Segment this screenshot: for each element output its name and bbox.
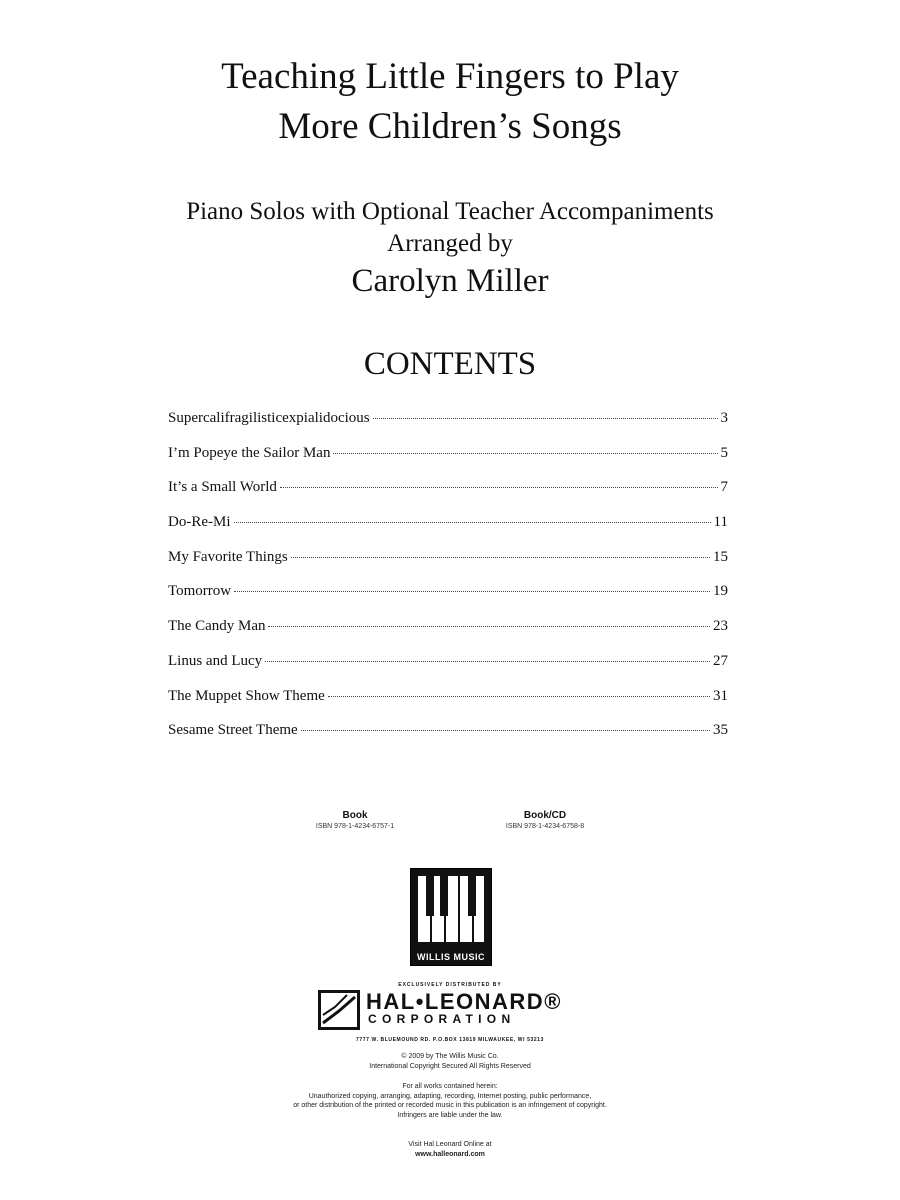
toc-row[interactable] — [168, 618, 728, 653]
toc-row[interactable] — [168, 410, 728, 445]
copyright-line: International Copyright Secured All Rights Reserved — [369, 1062, 531, 1070]
toc-title: Linus and Lucy — [168, 652, 263, 669]
toc-row[interactable] — [168, 479, 728, 514]
toc-page-number: 19 — [713, 583, 728, 600]
subtitle-block — [0, 196, 900, 302]
legal-line: Infringers are liable under the law. — [397, 1111, 503, 1119]
toc-title: Supercalifragilisticexpialidocious — [168, 410, 370, 426]
toc-page-number: 5 — [720, 444, 728, 461]
toc-page-number: 35 — [713, 722, 728, 739]
copyright-notice — [150, 1052, 750, 1071]
hal-leonard-logo — [318, 990, 582, 1034]
hal-leonard-address: 7777 W. BLUEMOUND RD. P.O.BOX 13819 MILWAUKEE, WI 53213 — [356, 1037, 544, 1043]
copyright-line: © 2009 by The Willis Music Co. — [401, 1053, 499, 1060]
toc-leader-dots — [280, 487, 718, 488]
book-title-line-2: More Children’s Songs — [278, 106, 622, 147]
hal-leonard-emblem-icon — [318, 990, 360, 1030]
legal-notice — [150, 1082, 750, 1120]
contents-heading: CONTENTS — [363, 346, 537, 382]
piano-keys-icon — [416, 874, 486, 944]
toc-leader-dots — [333, 453, 717, 454]
hal-leonard-corporation: CORPORATION — [368, 1012, 516, 1026]
toc-row[interactable] — [168, 514, 728, 549]
toc-page-number: 11 — [713, 514, 728, 531]
toc-title: My Favorite Things — [168, 548, 288, 565]
subtitle: Piano Solos with Optional Teacher Accompaniments — [186, 198, 714, 225]
toc-leader-dots — [328, 696, 710, 697]
toc-row[interactable] — [168, 722, 728, 757]
toc-page-number: 3 — [720, 410, 728, 426]
visit-online — [150, 1140, 750, 1159]
isbn-bookcd-number: ISBN 978-1-4234-6758-8 — [505, 823, 585, 830]
toc-page-number: 31 — [713, 687, 728, 704]
arranged-by-label: Arranged by — [387, 230, 513, 257]
toc-title: I’m Popeye the Sailor Man — [168, 444, 331, 461]
legal-line: For all works contained herein: — [402, 1083, 498, 1090]
toc-leader-dots — [234, 522, 711, 523]
toc-leader-dots — [234, 591, 710, 592]
toc-title: Sesame Street Theme — [168, 722, 298, 739]
hal-leonard-name: HAL•LEONARD® — [366, 989, 562, 1014]
isbn-bookcd-label: Book/CD — [523, 810, 567, 821]
toc-page-number: 23 — [713, 618, 728, 635]
isbn-book — [265, 810, 445, 830]
isbn-bookcd — [455, 810, 635, 830]
book-title-line-1: Teaching Little Fingers to Play — [221, 56, 679, 97]
title-block — [0, 52, 900, 152]
toc-leader-dots — [268, 626, 710, 627]
toc-leader-dots — [301, 730, 710, 731]
toc-row[interactable] — [168, 445, 728, 480]
toc-row[interactable] — [168, 583, 728, 618]
table-of-contents — [168, 410, 728, 757]
toc-leader-dots — [291, 557, 710, 558]
willis-music-logo — [410, 868, 492, 966]
isbn-book-label: Book — [342, 810, 368, 821]
toc-title: Do-Re-Mi — [168, 514, 231, 531]
toc-page-number: 7 — [720, 479, 728, 496]
toc-leader-dots — [265, 661, 710, 662]
toc-title: The Muppet Show Theme — [168, 687, 325, 704]
toc-title: Tomorrow — [168, 583, 232, 600]
toc-title: The Candy Man — [168, 618, 266, 635]
legal-line: Unauthorized copying, arranging, adapting, recording, Internet posting, public performance, — [308, 1092, 592, 1100]
toc-row[interactable] — [168, 549, 728, 584]
toc-row[interactable] — [168, 653, 728, 688]
website-link[interactable]: www.halleonard.com — [415, 1150, 485, 1158]
willis-music-logo-text: WILLIS MUSIC — [417, 952, 485, 962]
toc-leader-dots — [373, 418, 718, 419]
isbn-book-number: ISBN 978-1-4234-6757-1 — [315, 823, 395, 830]
toc-row[interactable] — [168, 688, 728, 723]
toc-title: It’s a Small World — [168, 479, 277, 496]
toc-page-number: 27 — [713, 652, 728, 669]
legal-line: or other distribution of the printed or recorded music in this publication is an infringement of copyright. — [293, 1102, 607, 1109]
toc-page-number: 15 — [713, 548, 728, 565]
visit-label: Visit Hal Leonard Online at — [408, 1141, 492, 1148]
distributed-by-label: EXCLUSIVELY DISTRIBUTED BY — [398, 982, 502, 988]
arranger-name: Carolyn Miller — [351, 263, 549, 299]
